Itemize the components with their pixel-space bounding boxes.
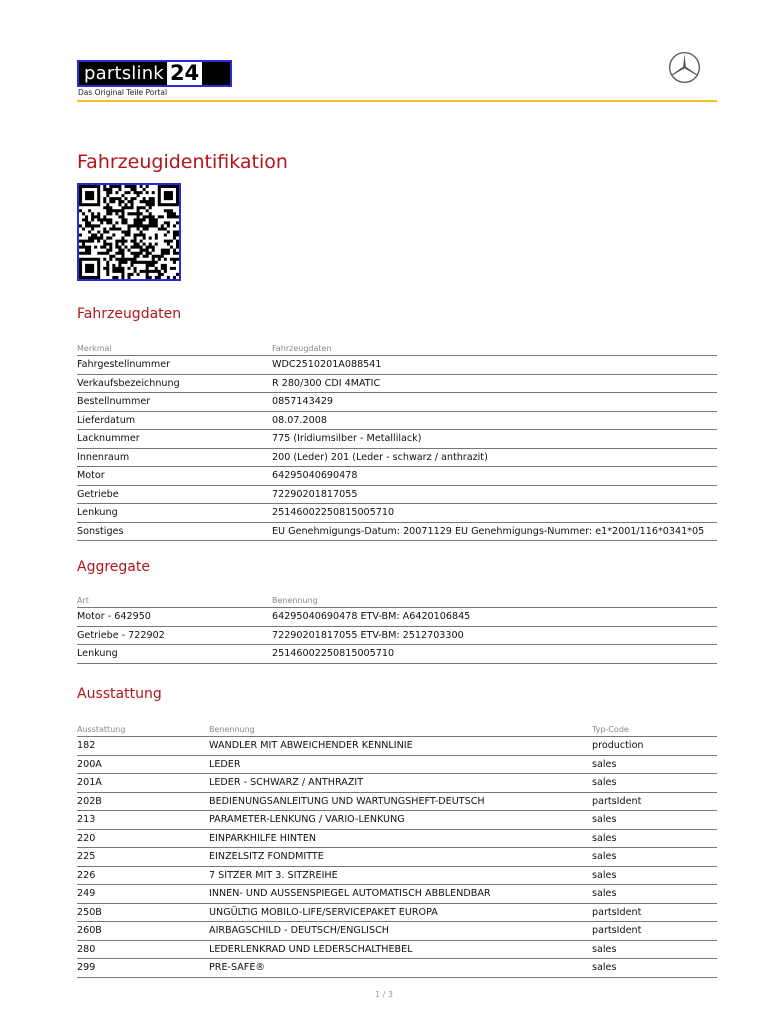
table-cell: Motor bbox=[77, 467, 272, 486]
column-header: Benennung bbox=[209, 717, 592, 737]
table-cell: PRE-SAFE® bbox=[209, 959, 592, 978]
table-cell: sales bbox=[592, 848, 717, 867]
table-cell: 72290201817055 bbox=[272, 485, 717, 504]
table-cell: 08.07.2008 bbox=[272, 411, 717, 430]
table-row bbox=[77, 393, 717, 412]
table-cell: 182 bbox=[77, 737, 209, 756]
table-cell: 25146002250815005710 bbox=[272, 504, 717, 523]
mercedes-star-icon bbox=[668, 51, 701, 84]
fahrzeugdaten-table bbox=[77, 336, 717, 541]
aggregate-table bbox=[77, 588, 717, 664]
column-header: Typ-Code bbox=[592, 717, 717, 737]
table-cell: PARAMETER-LENKUNG / VARIO-LENKUNG bbox=[209, 811, 592, 830]
table-row bbox=[77, 811, 717, 830]
table-cell: sales bbox=[592, 774, 717, 793]
table-cell: 260B bbox=[77, 922, 209, 941]
table-cell: sales bbox=[592, 940, 717, 959]
table-cell: 200 (Leder) 201 (Leder - schwarz / anthrazit) bbox=[272, 448, 717, 467]
table-cell: 250B bbox=[77, 903, 209, 922]
table-row bbox=[77, 467, 717, 486]
page-indicator: 1 / 3 bbox=[375, 990, 393, 999]
table-cell: LEDER bbox=[209, 755, 592, 774]
table-cell: Innenraum bbox=[77, 448, 272, 467]
table-row bbox=[77, 959, 717, 978]
table-cell: 202B bbox=[77, 792, 209, 811]
table-row bbox=[77, 774, 717, 793]
table-cell: Lacknummer bbox=[77, 430, 272, 449]
table-cell: Verkaufsbezeichnung bbox=[77, 374, 272, 393]
table-row bbox=[77, 829, 717, 848]
table-row bbox=[77, 374, 717, 393]
table-cell: sales bbox=[592, 885, 717, 904]
table-row bbox=[77, 504, 717, 523]
table-cell: AIRBAGSCHILD - DEUTSCH/ENGLISCH bbox=[209, 922, 592, 941]
table-cell: Lenkung bbox=[77, 645, 272, 664]
table-row bbox=[77, 356, 717, 375]
table-cell: 25146002250815005710 bbox=[272, 645, 717, 664]
table-cell: sales bbox=[592, 959, 717, 978]
table-cell: Getriebe - 722902 bbox=[77, 626, 272, 645]
table-cell: 7 SITZER MIT 3. SITZREIHE bbox=[209, 866, 592, 885]
table-row bbox=[77, 645, 717, 664]
table-cell: Lieferdatum bbox=[77, 411, 272, 430]
table-cell: BEDIENUNGSANLEITUNG UND WARTUNGSHEFT-DEUTSCH bbox=[209, 792, 592, 811]
table-header-row bbox=[77, 588, 717, 608]
table-row bbox=[77, 608, 717, 627]
table-cell: sales bbox=[592, 755, 717, 774]
table-cell: 213 bbox=[77, 811, 209, 830]
table-row bbox=[77, 485, 717, 504]
table-cell: INNEN- UND AUSSENSPIEGEL AUTOMATISCH ABBLENDBAR bbox=[209, 885, 592, 904]
table-cell: 280 bbox=[77, 940, 209, 959]
table-cell: Sonstiges bbox=[77, 522, 272, 541]
table-cell: LEDERLENKRAD UND LEDERSCHALTHEBEL bbox=[209, 940, 592, 959]
table-cell: 226 bbox=[77, 866, 209, 885]
table-row bbox=[77, 792, 717, 811]
column-header: Art bbox=[77, 588, 272, 608]
table-row bbox=[77, 430, 717, 449]
table-cell: 299 bbox=[77, 959, 209, 978]
table-cell: partsIdent bbox=[592, 903, 717, 922]
table-cell: 64295040690478 ETV-BM: A6420106845 bbox=[272, 608, 717, 627]
table-cell: Getriebe bbox=[77, 485, 272, 504]
section-title-aggregate: Aggregate bbox=[77, 559, 150, 575]
table-cell: EINPARKHILFE HINTEN bbox=[209, 829, 592, 848]
table-cell: 225 bbox=[77, 848, 209, 867]
table-cell: 249 bbox=[77, 885, 209, 904]
page-title: Fahrzeugidentifikation bbox=[77, 151, 288, 173]
table-cell: sales bbox=[592, 829, 717, 848]
table-cell: UNGÜLTIG MOBILO-LIFE/SERVICEPAKET EUROPA bbox=[209, 903, 592, 922]
table-cell: Bestellnummer bbox=[77, 393, 272, 412]
table-header-row bbox=[77, 336, 717, 356]
table-row bbox=[77, 848, 717, 867]
partslink24-logo[interactable] bbox=[77, 60, 232, 87]
table-row bbox=[77, 737, 717, 756]
table-cell: WDC2510201A088541 bbox=[272, 356, 717, 375]
table-row bbox=[77, 885, 717, 904]
table-row bbox=[77, 626, 717, 645]
table-cell: Lenkung bbox=[77, 504, 272, 523]
table-cell: WANDLER MIT ABWEICHENDER KENNLINIE bbox=[209, 737, 592, 756]
table-row bbox=[77, 411, 717, 430]
table-cell: 201A bbox=[77, 774, 209, 793]
table-cell: 775 (Iridiumsilber - Metallilack) bbox=[272, 430, 717, 449]
logo-text: partslink bbox=[84, 62, 164, 84]
column-header: Fahrzeugdaten bbox=[272, 336, 717, 356]
table-cell: 220 bbox=[77, 829, 209, 848]
table-header-row bbox=[77, 717, 717, 737]
header-rule bbox=[77, 100, 717, 102]
section-title-fahrzeugdaten: Fahrzeugdaten bbox=[77, 306, 182, 322]
column-header: Ausstattung bbox=[77, 717, 209, 737]
table-row bbox=[77, 903, 717, 922]
qr-code bbox=[77, 183, 181, 281]
table-cell: 200A bbox=[77, 755, 209, 774]
table-row bbox=[77, 940, 717, 959]
table-cell: partsIdent bbox=[592, 792, 717, 811]
logo-number: 24 bbox=[167, 62, 202, 85]
tagline: Das Original Teile Portal bbox=[78, 88, 168, 97]
table-cell: partsIdent bbox=[592, 922, 717, 941]
table-cell: EINZELSITZ FONDMITTE bbox=[209, 848, 592, 867]
table-cell: 72290201817055 ETV-BM: 2512703300 bbox=[272, 626, 717, 645]
ausstattung-table bbox=[77, 717, 717, 978]
column-header: Merkmal bbox=[77, 336, 272, 356]
table-row bbox=[77, 755, 717, 774]
section-title-ausstattung: Ausstattung bbox=[77, 686, 162, 702]
table-row bbox=[77, 522, 717, 541]
table-row bbox=[77, 922, 717, 941]
table-cell: Fahrgestellnummer bbox=[77, 356, 272, 375]
column-header: Benennung bbox=[272, 588, 717, 608]
table-cell: 0857143429 bbox=[272, 393, 717, 412]
table-cell: 64295040690478 bbox=[272, 467, 717, 486]
table-cell: sales bbox=[592, 811, 717, 830]
table-cell: production bbox=[592, 737, 717, 756]
table-cell: sales bbox=[592, 866, 717, 885]
table-cell: Motor - 642950 bbox=[77, 608, 272, 627]
table-cell: EU Genehmigungs-Datum: 20071129 EU Genehmigungs-Nummer: e1*2001/116*0341*05 bbox=[272, 522, 717, 541]
table-row bbox=[77, 866, 717, 885]
table-cell: LEDER - SCHWARZ / ANTHRAZIT bbox=[209, 774, 592, 793]
table-cell: R 280/300 CDI 4MATIC bbox=[272, 374, 717, 393]
table-row bbox=[77, 448, 717, 467]
